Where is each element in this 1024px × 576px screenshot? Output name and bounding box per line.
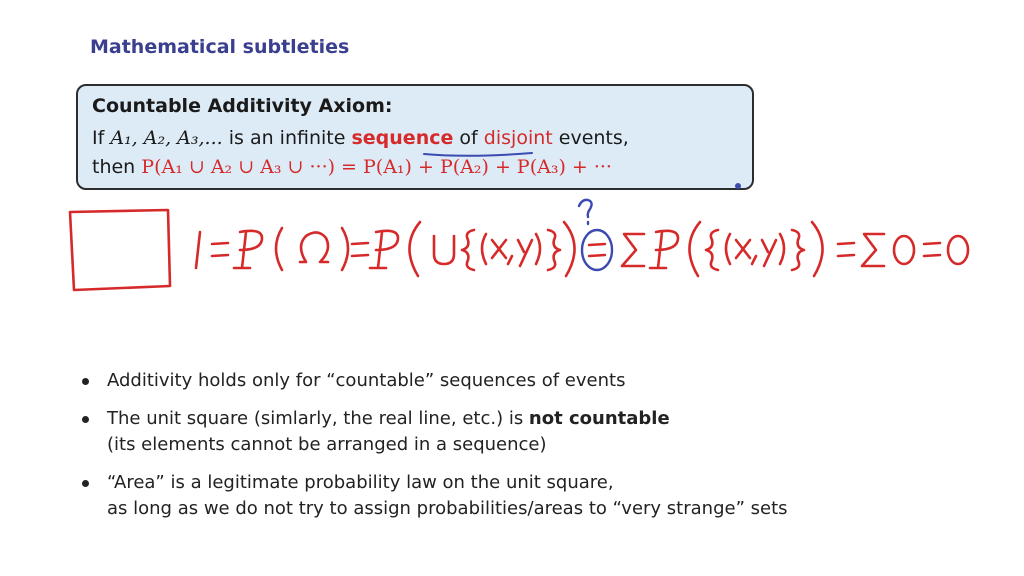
bullet-item-2 bbox=[80, 406, 980, 458]
bullet-2-line-1 bbox=[107, 406, 980, 432]
axiom-then: then bbox=[92, 156, 136, 178]
bullet-dot bbox=[82, 416, 89, 423]
bullet-dot bbox=[82, 378, 89, 385]
bullet-2-bold-phrase: not countable bbox=[528, 408, 670, 429]
axiom-formula: P(A₁ ∪ A₂ ∪ A₃ ∪ ···) = P(A₁) + P(A₂) + P(A₃) + ··· bbox=[141, 156, 612, 178]
axiom-events-word: events, bbox=[558, 127, 629, 149]
bullet-3-line-2: as long as we do not try to assign probabilities/areas to “very strange” sets bbox=[107, 498, 788, 519]
bullet-list bbox=[80, 368, 980, 534]
unit-square-sketch bbox=[70, 210, 170, 290]
axiom-heading: Countable Additivity Axiom: bbox=[92, 95, 393, 117]
axiom-if: If bbox=[92, 127, 105, 149]
bullet-1-text: Additivity holds only for “countable” sequences of events bbox=[107, 370, 626, 391]
axiom-of-word: of bbox=[459, 127, 478, 149]
bullet-2-line-2: (its elements cannot be arranged in a sequence) bbox=[107, 434, 547, 455]
axiom-sequence-symbols: A₁, A₂, A₃,... bbox=[110, 127, 223, 149]
axiom-disjoint-word: disjoint bbox=[483, 127, 553, 149]
sequence-underline bbox=[424, 153, 532, 156]
bullet-item-1 bbox=[80, 368, 980, 394]
bullet-3-line-1: “Area” is a legitimate probability law on the unit square, bbox=[107, 472, 614, 493]
circled-equals-question bbox=[579, 200, 612, 270]
bullet-2-line-1-pre: The unit square (simlarly, the real line, etc.) is bbox=[107, 408, 529, 429]
axiom-sequence-word: sequence bbox=[351, 127, 454, 149]
slide-title: Mathematical subtleties bbox=[90, 36, 350, 58]
axiom-infinite-text: is an infinite bbox=[228, 127, 346, 149]
bullet-item-3 bbox=[80, 470, 980, 522]
bullet-dot bbox=[82, 480, 89, 487]
